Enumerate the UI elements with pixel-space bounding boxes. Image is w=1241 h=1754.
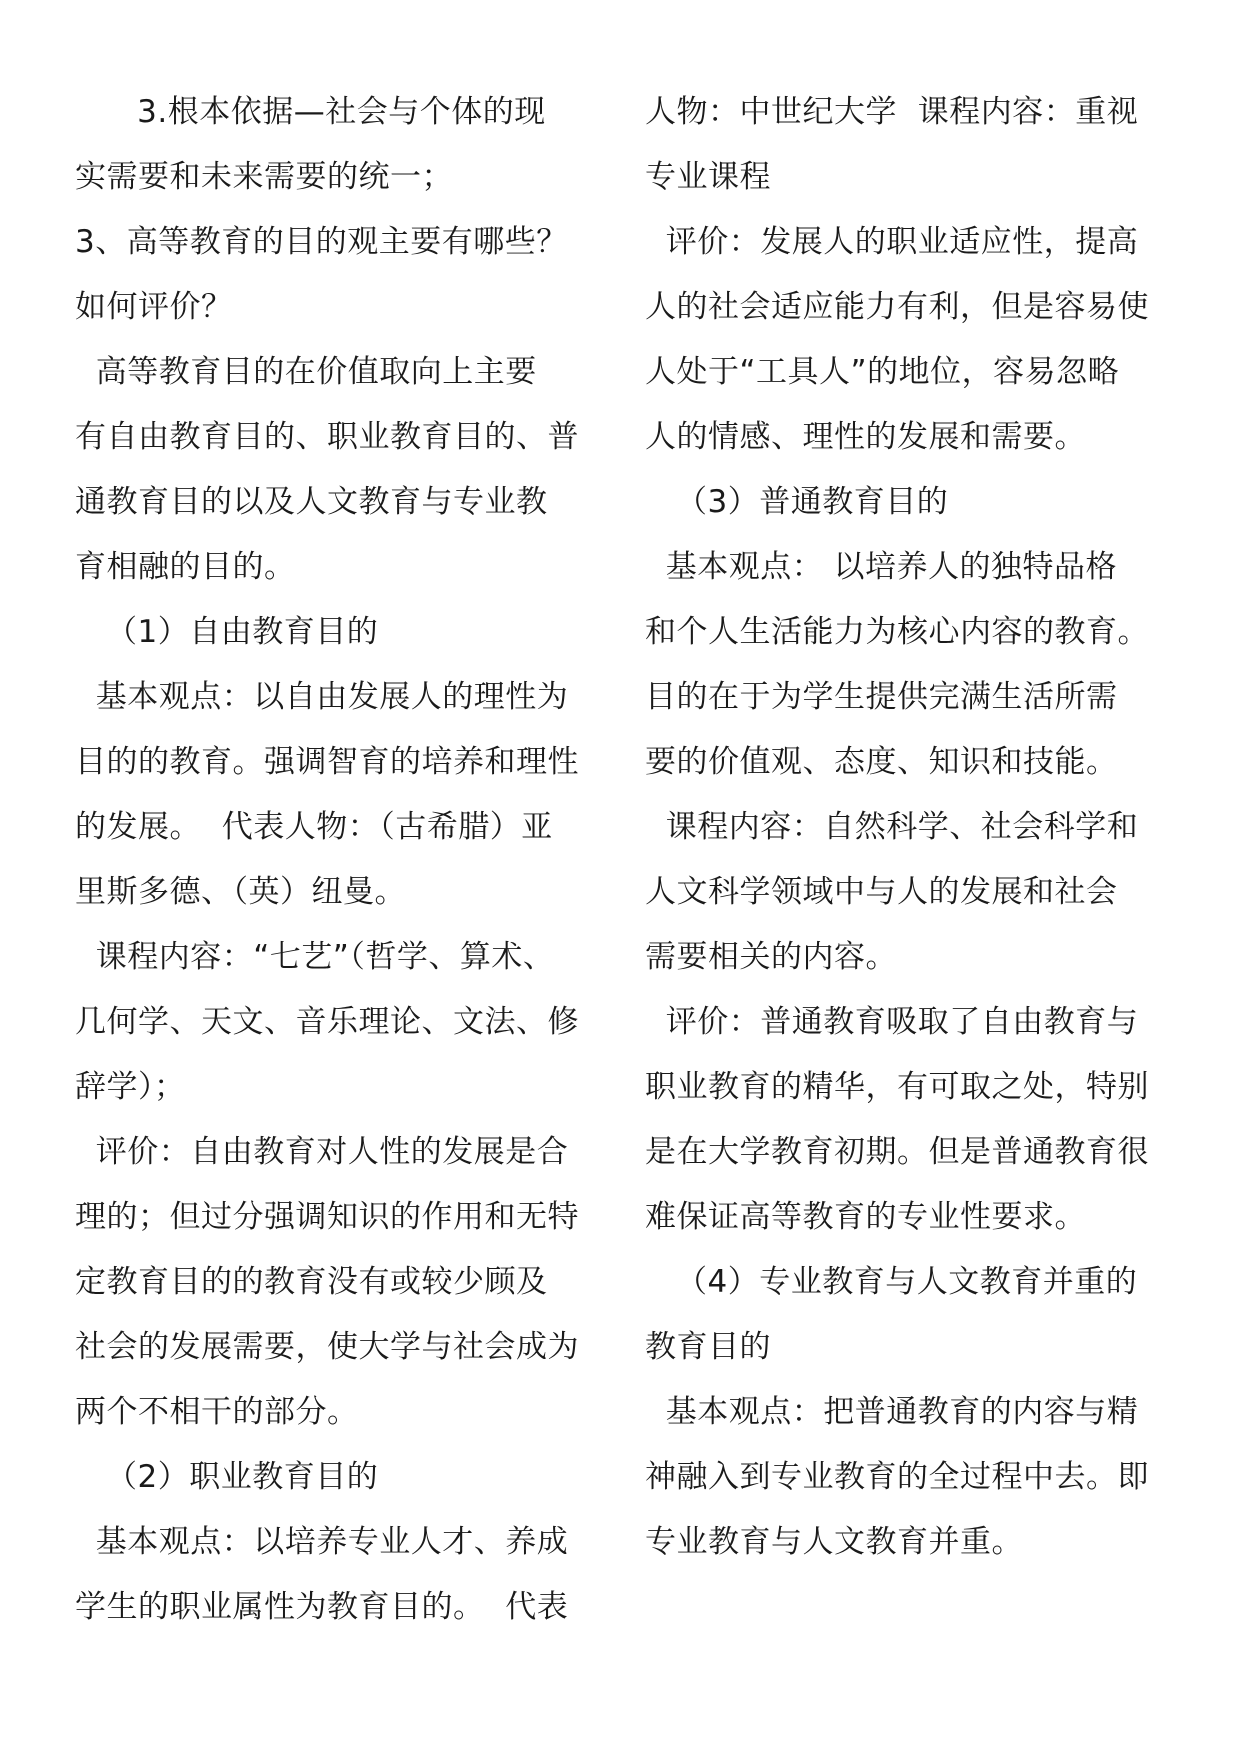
text-line: 的发展。 代表人物：（古希腊）亚 [75,809,553,845]
text-line: 通教育目的以及人文教育与专业教 [75,484,548,520]
text-line: 有自由教育目的、职业教育目的、普 [75,419,579,455]
text-line: 基本观点：以培养专业人才、养成 [75,1524,569,1560]
text-line: 要的价值观、态度、知识和技能。 [645,744,1118,780]
text-line: 理的；但过分强调知识的作用和无特 [75,1199,579,1235]
text-line: 课程内容：自然科学、社会科学和 [645,809,1139,845]
text-line: 和个人生活能力为核心内容的教育。 [645,614,1149,650]
question-line: 如何评价？ [75,289,233,325]
section-heading: （1）自由教育目的 [75,614,379,650]
question-line: 3、高等教育的目的观主要有哪些？ [75,224,568,260]
text-line: 神融入到专业教育的全过程中去。即 [645,1459,1149,1495]
section-heading: （2）职业教育目的 [75,1459,379,1495]
text-line: 评价：普通教育吸取了自由教育与 [645,1004,1139,1040]
text-line: 评价：自由教育对人性的发展是合 [75,1134,569,1170]
section-heading: （4）专业教育与人文教育并重的 [645,1264,1138,1300]
text-line: 辞学）； [75,1069,186,1105]
text-line: 课程内容：“七艺”（哲学、算术、 [75,939,555,975]
text-line: 需要相关的内容。 [645,939,897,975]
left-column [75,80,605,1640]
text-line: 育相融的目的。 [75,549,296,585]
text-line: 实需要和未来需要的统一； [75,159,453,195]
text-line: 两个不相干的部分。 [75,1394,359,1430]
text-line: 人物：中世纪大学 课程内容：重视 [645,94,1139,130]
text-line: 社会的发展需要，使大学与社会成为 [75,1329,579,1365]
text-line: 人的社会适应能力有利，但是容易使 [645,289,1149,325]
text-line: 目的的教育。强调智育的培养和理性 [75,744,579,780]
right-column [645,80,1175,1575]
text-line: 学生的职业属性为教育目的。 代表 [75,1589,569,1625]
text-line: 专业课程 [645,159,771,195]
text-line: 基本观点：以自由发展人的理性为 [75,679,569,715]
text-line: 人处于“工具人”的地位，容易忽略 [645,354,1120,390]
text-line: 高等教育目的在价值取向上主要 [75,354,537,390]
section-heading: （3）普通教育目的 [645,484,949,520]
text-line: 定教育目的的教育没有或较少顾及 [75,1264,548,1300]
text-line: 难保证高等教育的专业性要求。 [645,1199,1086,1235]
text-line: 是在大学教育初期。但是普通教育很 [645,1134,1149,1170]
text-line: 基本观点：把普通教育的内容与精 [645,1394,1139,1430]
text-line: 几何学、天文、音乐理论、文法、修 [75,1004,579,1040]
text-line: 目的在于为学生提供完满生活所需 [645,679,1118,715]
text-line: 人文科学领域中与人的发展和社会 [645,874,1118,910]
text-line: 专业教育与人文教育并重。 [645,1524,1023,1560]
text-line: 人的情感、理性的发展和需要。 [645,419,1086,455]
text-line: 里斯多德、（英）纽曼。 [75,874,406,910]
text-line: 基本观点： 以培养人的独特品格 [645,549,1118,585]
text-line: 职业教育的精华，有可取之处，特别 [645,1069,1149,1105]
text-line: 教育目的 [645,1329,771,1365]
text-line: 评价：发展人的职业适应性，提高 [645,224,1139,260]
text-line: 3.根本依据—社会与个体的现 [75,94,546,130]
